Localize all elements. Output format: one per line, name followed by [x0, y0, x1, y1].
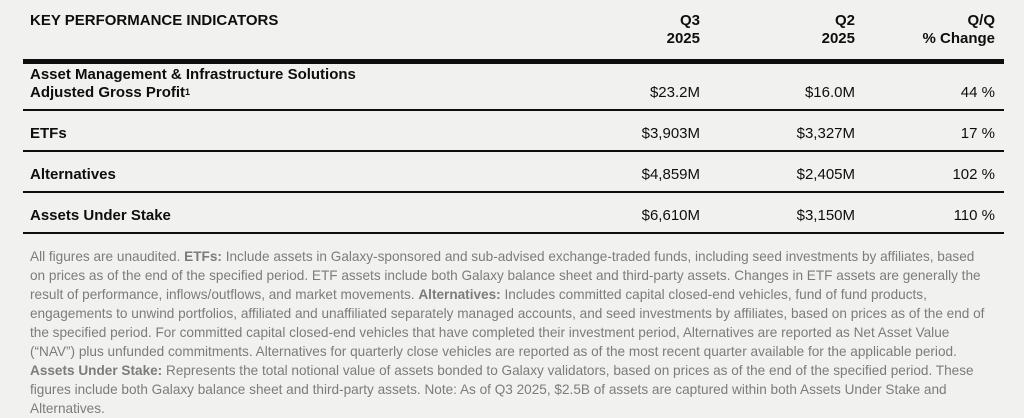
col-header-qoq-line1: Q/Q [967, 12, 995, 29]
footnote-term-alternatives: Alternatives: [418, 287, 501, 302]
kpi-table-header [23, 8, 1004, 61]
value-q3: $4,859M [478, 151, 709, 192]
table-title: KEY PERFORMANCE INDICATORS [23, 8, 478, 61]
col-header-q3-2025 [478, 8, 709, 61]
row-label-line2 [30, 84, 478, 102]
value-q3: $3,903M [478, 110, 709, 151]
value-q2: $16.0M [709, 61, 864, 110]
footnote-text: All figures are unaudited. [30, 249, 185, 264]
table-row-assets-under-stake [23, 192, 1004, 233]
table-row-adjusted-gross-profit [23, 61, 1004, 110]
table-row-alternatives [23, 151, 1004, 192]
value-qoq-change: 110 % [864, 192, 1004, 233]
footnote-text: Include assets in Galaxy-sponsored and sub-advised exchange-traded funds, including seed investments by affiliates, based on prices as of the end of the specified period. ETF assets include both Galaxy balance sheet and third-party assets. Changes in ETF assets are generally the result of performance, inflows/outflows, and market movements. [30, 249, 981, 302]
kpi-table-body [23, 61, 1004, 233]
value-qoq-change: 17 % [864, 110, 1004, 151]
value-q2: $2,405M [709, 151, 864, 192]
header-row [23, 8, 1004, 61]
col-header-q2-2025 [709, 8, 864, 61]
kpi-table [23, 8, 1004, 234]
row-label: Assets Under Stake [23, 192, 478, 233]
col-header-q2-line2: 2025 [821, 30, 855, 47]
row-label-line2-text: Adjusted Gross Profit [30, 84, 186, 101]
row-label: ETFs [23, 110, 478, 151]
value-qoq-change: 102 % [864, 151, 1004, 192]
footnote-text: Includes committed capital closed-end vehicles, fund of fund products, engagements to unwind portfolios, affiliated and unaffiliated separately managed accounts, and seed investments by affiliates, based on prices as of the end of the specified period. For committed capital closed-end vehicles that have completed their investment period, Alternatives are reported as Net Asset Value (“NAV”) plus unfunded commitments. Alternatives for quarterly close vehicles are reported as of the most recent quarter available for the applicable period. [30, 287, 985, 359]
value-q2: $3,150M [709, 192, 864, 233]
table-row-etfs [23, 110, 1004, 151]
row-label [23, 61, 478, 110]
row-label-line1: Asset Management & Infrastructure Solutions [30, 66, 356, 83]
col-header-q2-line1: Q2 [834, 12, 855, 29]
footnote-paragraph [30, 247, 988, 418]
value-q3: $23.2M [478, 61, 709, 110]
footnote-marker: 1 [185, 87, 191, 97]
value-q3: $6,610M [478, 192, 709, 233]
value-q2: $3,327M [709, 110, 864, 151]
col-header-qoq-line2: % Change [922, 30, 995, 47]
row-label: Alternatives [23, 151, 478, 192]
col-header-q3-line2: 2025 [666, 30, 700, 47]
value-qoq-change: 44 % [864, 61, 1004, 110]
footnote-term-etfs: ETFs: [184, 249, 222, 264]
footnote-text: Represents the total notional value of assets bonded to Galaxy validators, based on prices as of the end of the specified period. These figures include both Galaxy balance sheet and third-party assets. Note: As of Q3 2025, $2.5B of assets are captured within both Assets Under Stake and Alternatives. [30, 363, 974, 416]
footnote-term-assets-under-stake: Assets Under Stake: [30, 363, 163, 378]
col-header-qoq-change [864, 8, 1004, 61]
col-header-q3-line1: Q3 [679, 12, 700, 29]
